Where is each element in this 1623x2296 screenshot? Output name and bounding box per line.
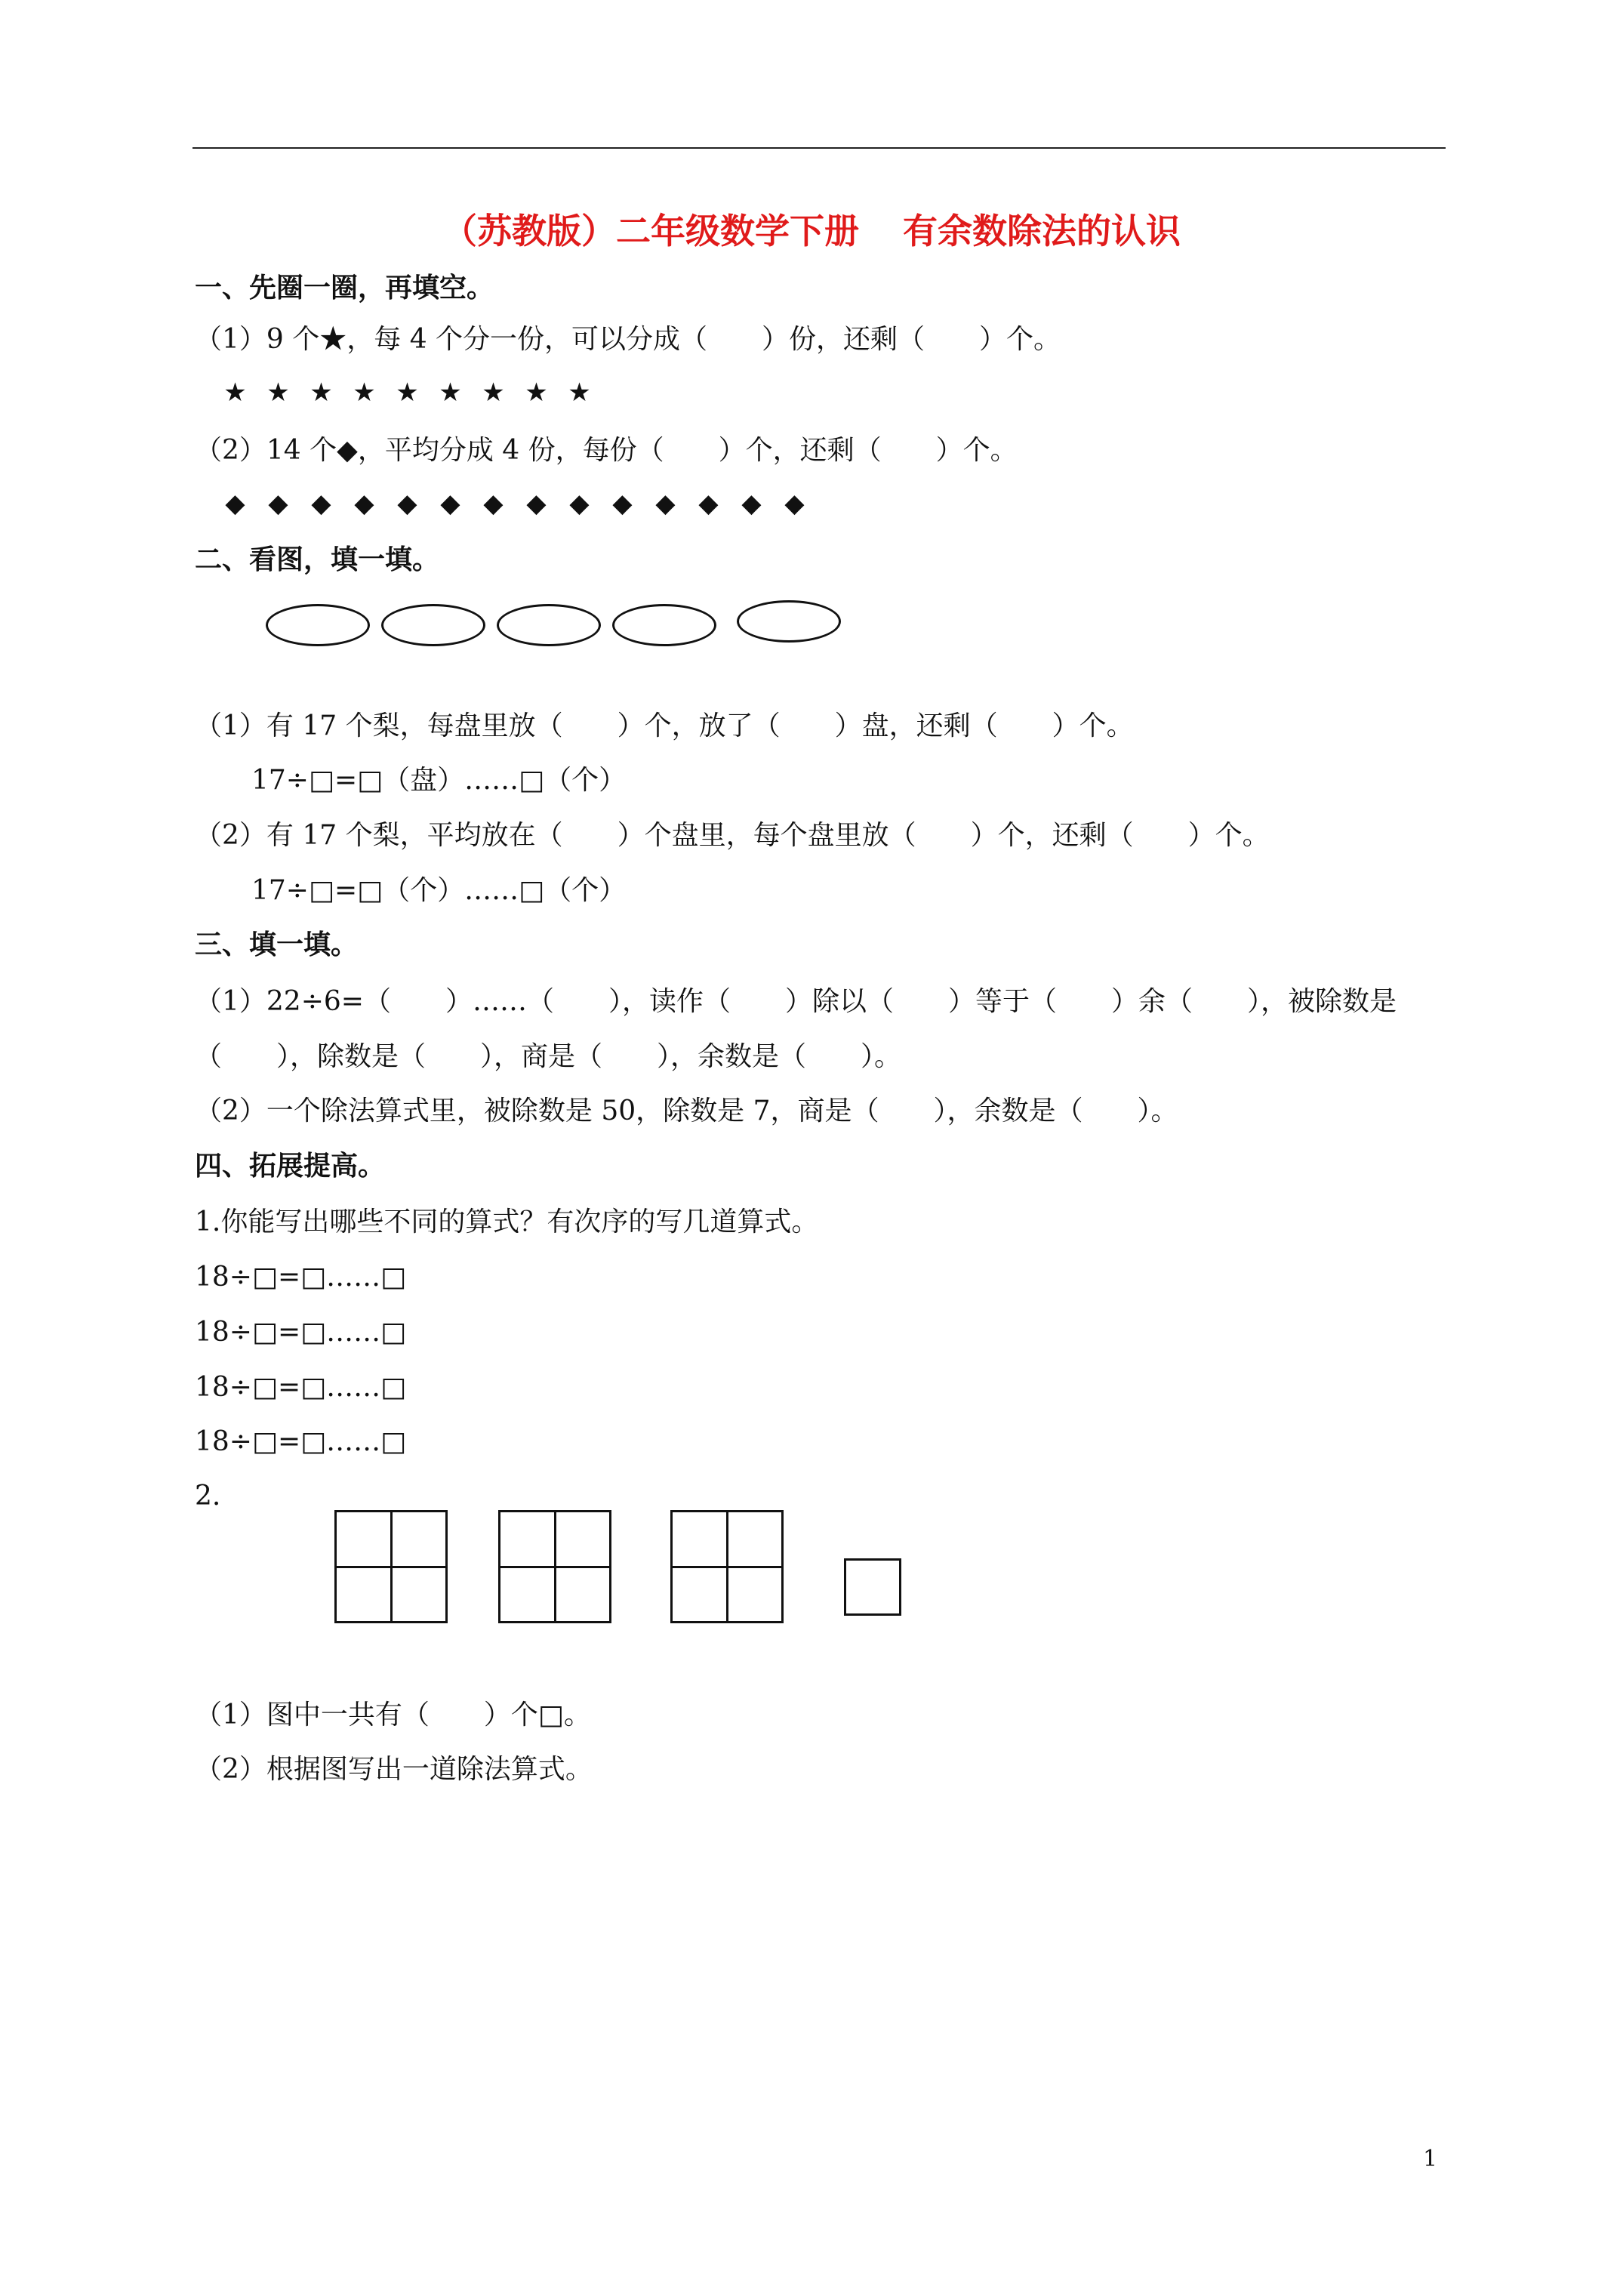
s3-question-1-line-1: （1）22÷6=（ ）……（ ），读作（ ）除以（ ）等于（ ）余（ ），被除数是 [195,986,1397,1017]
diamonds-row [214,488,816,519]
s2-question-2-equation: 17÷□=□（个）……□（个） [251,875,627,906]
diamond-icon: ◆ [612,488,633,519]
title-grade-text: （苏教版）二年级数学下册 [442,211,859,251]
four-square-grid [498,1510,611,1623]
section-4-heading: 四、拓展提高。 [195,1151,386,1182]
s4-equation: 18÷□=□……□ [195,1426,407,1457]
s4-question-2-label: 2. [195,1481,221,1512]
section-3-heading: 三、填一填。 [195,929,359,960]
star-icon: ★ [353,378,376,408]
header-rule [192,147,1446,149]
section-2-heading: 二、看图，填一填。 [195,544,440,575]
star-icon: ★ [568,378,591,408]
s1-question-1: （1）9 个★，每 4 个分一份，可以分成（ ）份，还剩（ ）个。 [195,324,1061,355]
section-1-heading: 一、先圈一圈，再填空。 [195,273,494,304]
star-icon: ★ [396,378,419,408]
star-icon: ★ [223,378,247,408]
s4-equation: 18÷□=□……□ [195,1262,407,1293]
diamond-icon: ◆ [354,488,374,519]
four-square-grid [670,1510,784,1623]
four-square-grid [334,1510,448,1623]
diamond-icon: ◆ [698,488,719,519]
star-icon: ★ [525,378,548,408]
diamond-icon: ◆ [526,488,547,519]
diamond-icon: ◆ [225,488,245,519]
diamond-icon: ◆ [569,488,590,519]
diamond-icon: ◆ [311,488,331,519]
s2-question-1: （1）有 17 个梨，每盘里放（ ）个，放了（ ）盘，还剩（ ）个。 [195,710,1134,741]
s3-question-2: （2）一个除法算式里，被除数是 50，除数是 7，商是（ ），余数是（ ）。 [195,1096,1178,1126]
diamond-icon: ◆ [655,488,676,519]
plate-oval [381,604,485,646]
diamond-icon: ◆ [483,488,504,519]
plate-oval [737,600,841,643]
plate-oval [497,604,601,646]
plate-oval [612,604,716,646]
s4-equation: 18÷□=□……□ [195,1317,407,1348]
diamond-icon: ◆ [784,488,805,519]
diamond-icon: ◆ [440,488,460,519]
s3-question-1-line-2: （ ），除数是（ ），商是（ ），余数是（ ）。 [195,1041,902,1072]
s4-equation: 18÷□=□……□ [195,1372,407,1403]
diamond-icon: ◆ [397,488,417,519]
single-square [844,1558,901,1616]
page-number: 1 [1423,2146,1438,2172]
stars-row [214,378,601,408]
s4-question-2-sub-2: （2）根据图写出一道除法算式。 [195,1754,593,1785]
title-topic-text: 有余数除法的认识 [903,211,1181,251]
s2-question-2: （2）有 17 个梨，平均放在（ ）个盘里，每个盘里放（ ）个，还剩（ ）个。 [195,820,1270,851]
page-title [0,204,1623,254]
star-icon: ★ [310,378,333,408]
s2-question-1-equation: 17÷□=□（盘）……□（个） [251,765,627,796]
s4-question-1: 1.你能写出哪些不同的算式？有次序的写几道算式。 [195,1207,819,1237]
plate-oval [266,604,370,646]
s1-question-2: （2）14 个◆，平均分成 4 份，每份（ ）个，还剩（ ）个。 [195,435,1018,466]
s4-question-2-sub-1: （1）图中一共有（ ）个□。 [195,1700,591,1730]
star-icon: ★ [482,378,505,408]
star-icon: ★ [266,378,290,408]
diamond-icon: ◆ [268,488,288,519]
star-icon: ★ [439,378,462,408]
diamond-icon: ◆ [741,488,762,519]
